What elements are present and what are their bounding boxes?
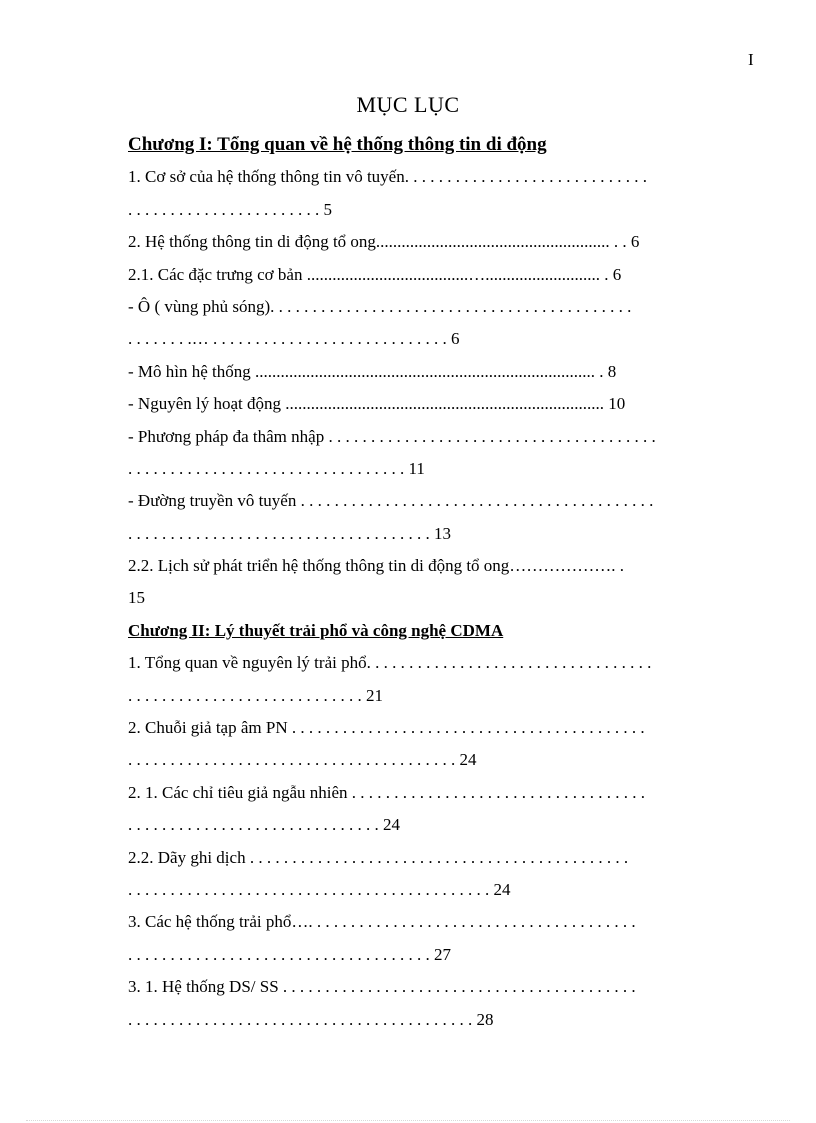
toc-entry: . . . . . . . .… . . . . . . . . . . . . . . . . . . . . . . . . . . . . 6 <box>128 329 460 349</box>
toc-entry: 1. Tổng quan về nguyên lý trải phổ. . . . . . . . . . . . . . . . . . . . . . . . . . . . . . . . . . <box>128 653 652 673</box>
toc-entry: - Phương pháp đa thâm nhập . . . . . . . . . . . . . . . . . . . . . . . . . . . . . . . . . . . . . . . <box>128 426 656 446</box>
toc-entry: 2.1. Các đặc trưng cơ bản ......................................…........................... . 6 <box>128 264 622 284</box>
footer-rule <box>26 1120 790 1121</box>
toc-entry: - Ô ( vùng phủ sóng). . . . . . . . . . . . . . . . . . . . . . . . . . . . . . . . . . . . . . . . . . . <box>128 296 632 316</box>
toc-entry: . . . . . . . . . . . . . . . . . . . . . . . . . . . . . . . . . . . . . . . . . 28 <box>128 1009 494 1029</box>
toc-entry: . . . . . . . . . . . . . . . . . . . . . . . . . . . . 21 <box>128 685 383 705</box>
chapter-heading: Chương II: Lý thuyết trải phổ và công nghệ CDMA <box>128 620 504 640</box>
toc-entry: . . . . . . . . . . . . . . . . . . . . . . . . . . . . . . . . . . . . 27 <box>128 944 451 964</box>
toc-entry: - Mô hìn hệ thống ................................................................................ . 8 <box>128 361 617 381</box>
toc-entry: . . . . . . . . . . . . . . . . . . . . . . . . . . . . . . . . . 11 <box>128 458 425 478</box>
toc-entry: - Nguyên lý hoạt động ........................................................................... 10 <box>128 394 626 414</box>
toc-entry: . . . . . . . . . . . . . . . . . . . . . . . . . . . . . . 24 <box>128 815 400 835</box>
toc-entry: 15 <box>128 588 145 608</box>
toc-entry: . . . . . . . . . . . . . . . . . . . . . . . . . . . . . . . . . . . . . . . 24 <box>128 750 477 770</box>
table-of-contents <box>128 129 748 1036</box>
toc-entry: 2.2. Dãy ghi dịch . . . . . . . . . . . . . . . . . . . . . . . . . . . . . . . . . . . . . . . . . . . . . <box>128 847 629 867</box>
toc-entry: 3. 1. Hệ thống DS/ SS . . . . . . . . . . . . . . . . . . . . . . . . . . . . . . . . . . . . . . . . . . <box>128 977 636 997</box>
toc-entry: 2. Chuỗi giả tạp âm PN . . . . . . . . . . . . . . . . . . . . . . . . . . . . . . . . . . . . . . . . . . <box>128 718 645 738</box>
toc-entry: - Đường truyền vô tuyến . . . . . . . . . . . . . . . . . . . . . . . . . . . . . . . . . . . . . . . . . . <box>128 491 654 511</box>
chapter-heading: Chương I: Tổng quan về hệ thống thông tin di động <box>128 134 547 155</box>
toc-entry: 2. 1. Các chỉ tiêu giả ngẫu nhiên . . . . . . . . . . . . . . . . . . . . . . . . . . . . . . . . . . . <box>128 782 646 802</box>
toc-entry: . . . . . . . . . . . . . . . . . . . . . . . . . . . . . . . . . . . . 13 <box>128 523 451 543</box>
toc-entry: . . . . . . . . . . . . . . . . . . . . . . . . . . . . . . . . . . . . . . . . . . . 24 <box>128 879 511 899</box>
toc-entry: . . . . . . . . . . . . . . . . . . . . . . . 5 <box>128 199 332 219</box>
page-number: I <box>748 50 754 69</box>
toc-title: MỤC LỤC <box>356 92 460 117</box>
toc-entry: 1. Cơ sở của hệ thống thông tin vô tuyến. . . . . . . . . . . . . . . . . . . . . . . . . . . . . <box>128 167 647 187</box>
toc-entry: 3. Các hệ thống trải phổ…. . . . . . . . . . . . . . . . . . . . . . . . . . . . . . . . . . . . . . . <box>128 912 636 932</box>
toc-entry: 2. Hệ thống thông tin di động tổ ong....................................................... . . 6 <box>128 232 640 252</box>
toc-entry: 2.2. Lịch sử phát triển hệ thống thông tin di động tổ ong………………. . <box>128 556 625 576</box>
